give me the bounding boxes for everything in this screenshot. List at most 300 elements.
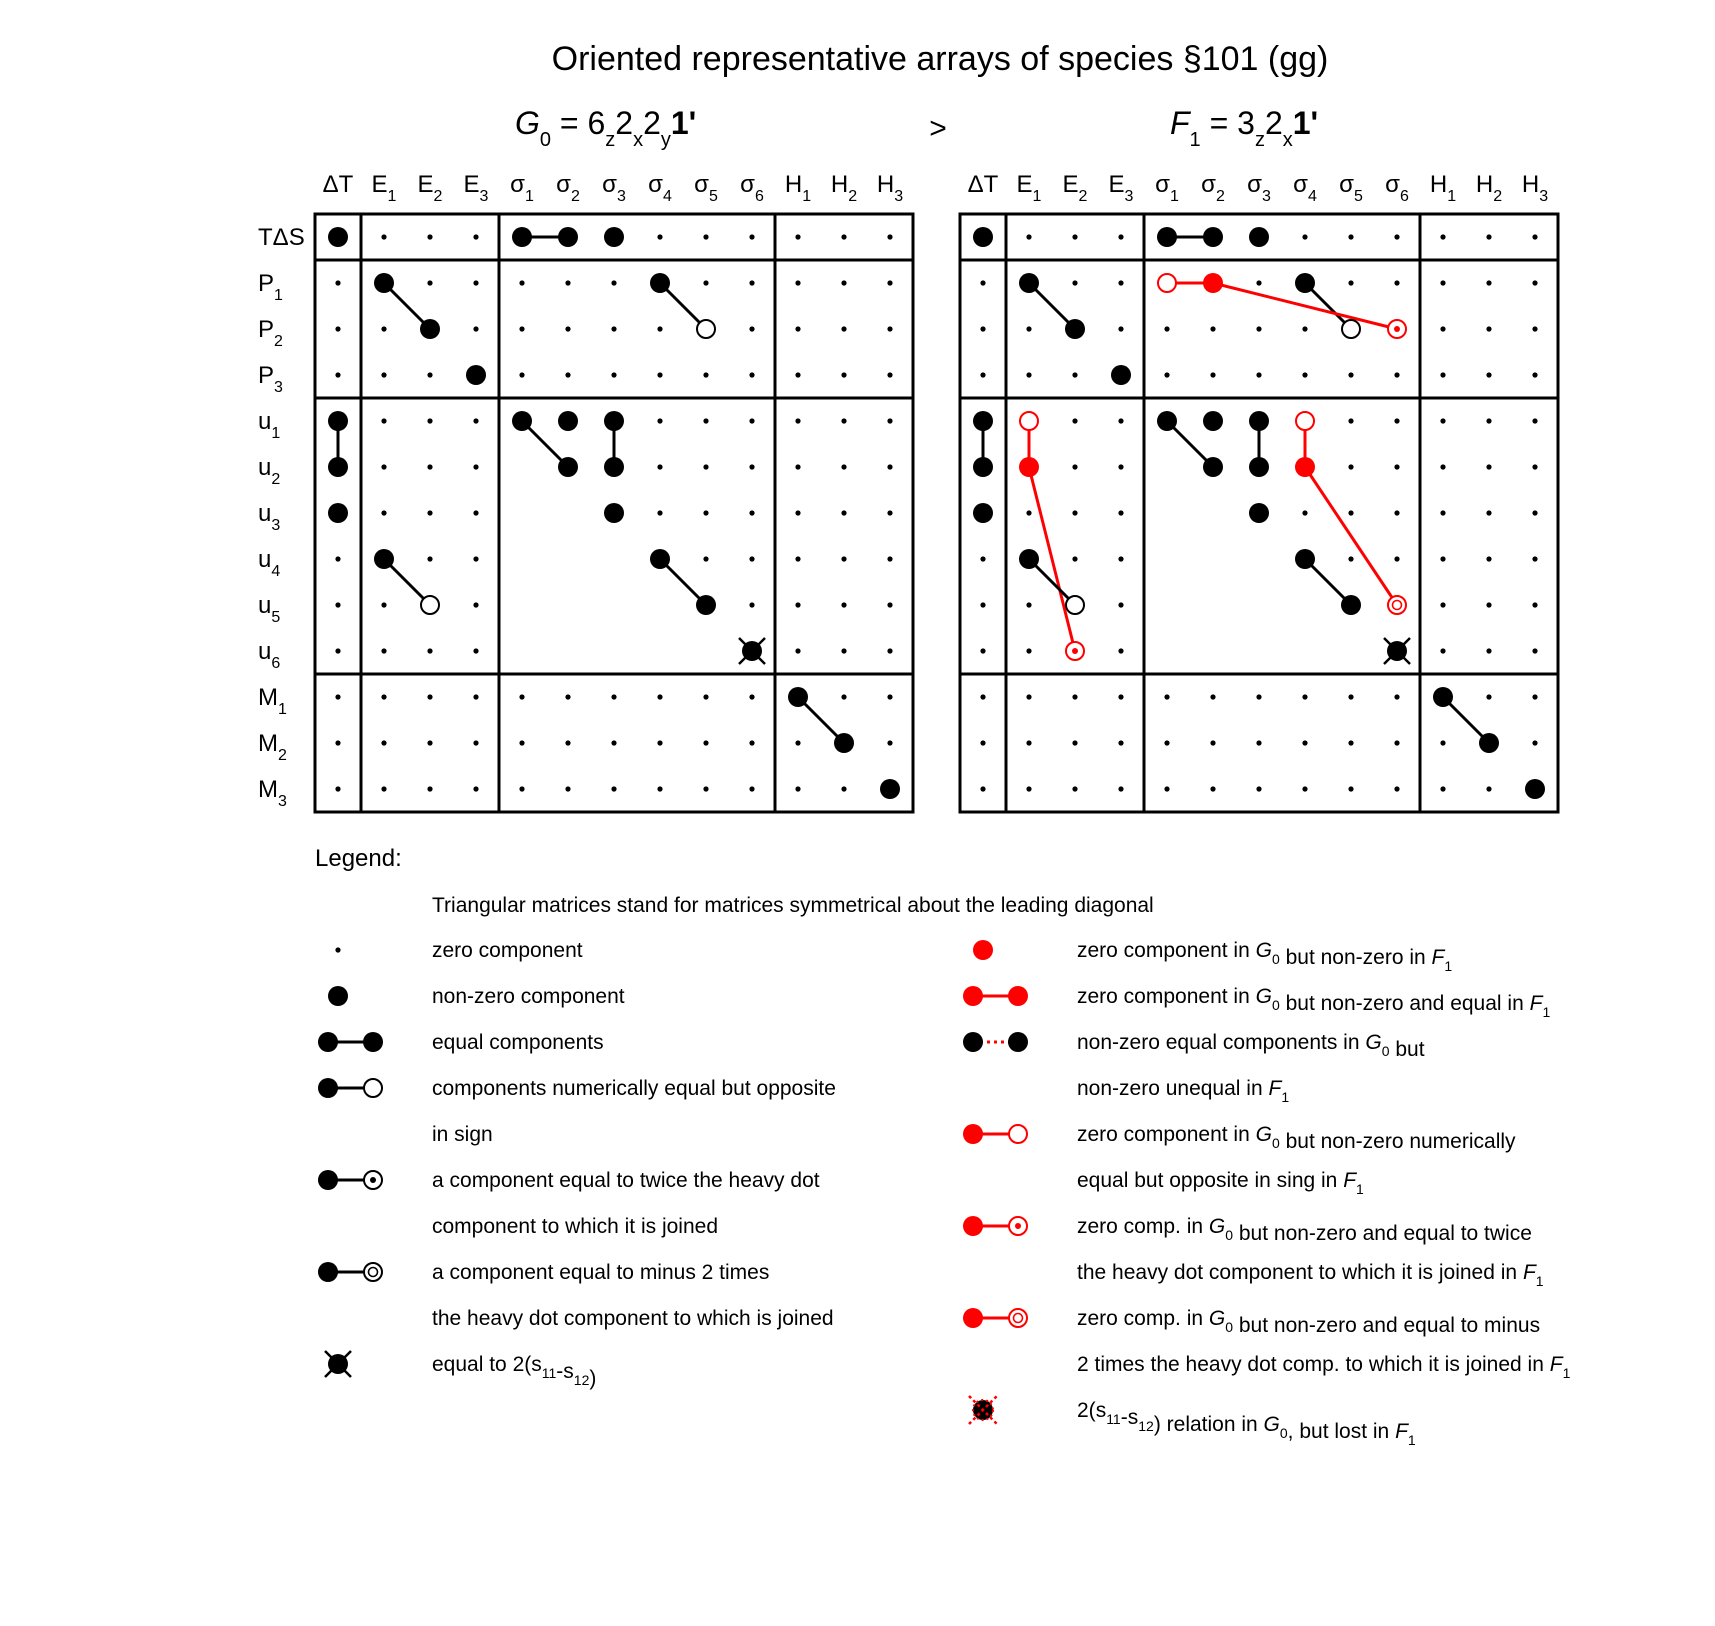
zero-component-dot bbox=[1394, 556, 1399, 561]
zero-component-dot bbox=[1532, 740, 1537, 745]
legend-symbol-filled-doublering bbox=[318, 1262, 382, 1282]
non-zero-component bbox=[1479, 733, 1499, 753]
zero-component-dot bbox=[703, 280, 708, 285]
non-zero-component bbox=[696, 595, 716, 615]
zero-component-dot bbox=[1348, 694, 1353, 699]
zero-component-dot bbox=[1440, 510, 1445, 515]
zero-component-dot bbox=[565, 694, 570, 699]
zero-component-dot bbox=[703, 694, 708, 699]
zero-component-dot bbox=[841, 694, 846, 699]
zero-component-dot bbox=[1118, 280, 1123, 285]
zero-component-dot bbox=[749, 786, 754, 791]
zero-component-dot bbox=[887, 694, 892, 699]
zero-component-dot bbox=[1026, 648, 1031, 653]
zero-component-dot bbox=[749, 280, 754, 285]
zero-component-dot bbox=[427, 280, 432, 285]
zero-component-dot bbox=[887, 418, 892, 423]
zero-component-dot bbox=[1118, 418, 1123, 423]
zero-component-dot bbox=[1394, 234, 1399, 239]
zero-component-dot bbox=[1394, 510, 1399, 515]
non-zero-component bbox=[650, 549, 670, 569]
zero-component-dot bbox=[1256, 786, 1261, 791]
legend-symbol-filled-dotring bbox=[318, 1170, 382, 1190]
non-zero-component bbox=[1111, 365, 1131, 385]
legend-left-column bbox=[318, 939, 836, 1390]
row-label: $u_2$ bbox=[258, 454, 281, 488]
non-zero-component bbox=[558, 411, 578, 431]
links bbox=[338, 237, 844, 743]
zero-component-dot bbox=[335, 326, 340, 331]
zero-component-dot bbox=[887, 602, 892, 607]
zero-component-dot bbox=[427, 694, 432, 699]
column-label: $\sigma_6$ bbox=[1385, 171, 1409, 205]
zero-component-dot bbox=[473, 694, 478, 699]
links bbox=[983, 237, 1489, 743]
zero-component-dot bbox=[1394, 464, 1399, 469]
legend-symbol-red-filled bbox=[973, 940, 993, 960]
zero-component-dot bbox=[887, 648, 892, 653]
zero-component-dot bbox=[841, 372, 846, 377]
zero-component-dot bbox=[335, 372, 340, 377]
legend-text: zero comp. in $G_0$ but non-zero and equal to twice bbox=[1077, 1215, 1532, 1245]
non-zero-component bbox=[1019, 549, 1039, 569]
zero-component-dot bbox=[427, 556, 432, 561]
zero-component-dot bbox=[1302, 234, 1307, 239]
column-label: $E_3$ bbox=[1108, 171, 1134, 205]
zero-component-dot bbox=[335, 602, 340, 607]
non-zero-component bbox=[604, 227, 624, 247]
row-label: $u_1$ bbox=[258, 408, 281, 442]
zero-component-dot bbox=[841, 786, 846, 791]
opposite-sign-component bbox=[697, 320, 715, 338]
legend-item bbox=[963, 985, 1550, 1020]
zero-component-dot bbox=[1164, 372, 1169, 377]
new-nonzero-component bbox=[1295, 457, 1315, 477]
zero-component-dot bbox=[1210, 372, 1215, 377]
zero-component-dot bbox=[1394, 740, 1399, 745]
zero-component-dot bbox=[657, 372, 662, 377]
zero-component-dot bbox=[703, 234, 708, 239]
zero-component-dot bbox=[1256, 372, 1261, 377]
new-opposite-component bbox=[1020, 412, 1038, 430]
zero-component-dot bbox=[1394, 372, 1399, 377]
zero-component-dot bbox=[1164, 786, 1169, 791]
zero-component-dot bbox=[335, 648, 340, 653]
zero-component-dot bbox=[749, 740, 754, 745]
zero-component-dot bbox=[381, 234, 386, 239]
zero-component-dot bbox=[1348, 510, 1353, 515]
column-label: $E_2$ bbox=[417, 171, 443, 205]
zero-component-dot bbox=[980, 372, 985, 377]
zero-component-dot bbox=[1256, 280, 1261, 285]
zero-component-dot bbox=[749, 602, 754, 607]
zero-component-dot bbox=[1210, 786, 1215, 791]
zero-component-dot bbox=[1118, 786, 1123, 791]
legend-text: the heavy dot component to which it is joined in $F_1$ bbox=[1077, 1261, 1544, 1289]
zero-component-dot bbox=[1348, 786, 1353, 791]
zero-component-dot bbox=[473, 510, 478, 515]
zero-component-dot bbox=[519, 740, 524, 745]
zero-component-dot bbox=[1164, 326, 1169, 331]
zero-component-dot bbox=[749, 326, 754, 331]
zero-component-dot bbox=[1348, 234, 1353, 239]
zero-component-dot bbox=[1532, 280, 1537, 285]
zero-component-dot bbox=[980, 694, 985, 699]
column-label: $\sigma_1$ bbox=[510, 171, 534, 205]
zero-component-dot bbox=[795, 648, 800, 653]
legend-symbol-red-cross bbox=[969, 1396, 997, 1424]
zero-component-dot bbox=[1072, 694, 1077, 699]
zero-component-dot bbox=[1440, 602, 1445, 607]
zero-component-dot bbox=[1532, 234, 1537, 239]
zero-component-dot bbox=[1118, 326, 1123, 331]
zero-component-dot bbox=[887, 280, 892, 285]
legend-text: equal to $2(s_{11}-s_{12})$ bbox=[432, 1353, 597, 1390]
zero-component-dot bbox=[381, 418, 386, 423]
zero-component-dot bbox=[1486, 786, 1491, 791]
legend-symbol-red-filled-open bbox=[963, 1124, 1027, 1144]
zero-component-dot bbox=[980, 556, 985, 561]
zero-component-dot bbox=[611, 740, 616, 745]
zero-component-dot bbox=[795, 556, 800, 561]
zero-component-dot bbox=[1440, 786, 1445, 791]
special-cross-component bbox=[1384, 638, 1410, 664]
non-zero-component bbox=[1157, 227, 1177, 247]
legend-item bbox=[318, 1261, 834, 1330]
non-zero-component bbox=[328, 411, 348, 431]
zero-component-dot bbox=[1026, 740, 1031, 745]
zero-component-dot bbox=[473, 280, 478, 285]
zero-component-dot bbox=[980, 648, 985, 653]
zero-component-dot bbox=[1256, 326, 1261, 331]
zero-component-dot bbox=[381, 786, 386, 791]
zero-component-dot bbox=[381, 602, 386, 607]
row-label: $P_2$ bbox=[258, 316, 283, 350]
legend-item bbox=[963, 1307, 1571, 1381]
comparison-symbol: > bbox=[929, 112, 947, 145]
legend-text: component to which it is joined bbox=[432, 1215, 718, 1238]
zero-component-dot bbox=[657, 510, 662, 515]
zero-component-dot bbox=[841, 280, 846, 285]
zero-component-dot bbox=[473, 648, 478, 653]
zero-component-dot bbox=[1532, 326, 1537, 331]
legend-item bbox=[963, 1123, 1516, 1197]
zero-component-dot bbox=[657, 418, 662, 423]
legend-text: zero component in $G_0$ but non-zero in $F_1$ bbox=[1077, 939, 1453, 974]
legend-text: non-zero component bbox=[432, 985, 625, 1008]
row-label: $P_3$ bbox=[258, 362, 283, 396]
column-label: $E_1$ bbox=[1016, 171, 1042, 205]
zero-component-dot bbox=[1440, 234, 1445, 239]
legend-item bbox=[318, 1031, 604, 1054]
zero-component-dot bbox=[1532, 648, 1537, 653]
row-label: $M_3$ bbox=[258, 776, 287, 810]
non-zero-component bbox=[374, 273, 394, 293]
zero-component-dot bbox=[1486, 234, 1491, 239]
non-zero-component bbox=[1525, 779, 1545, 799]
zero-component-dot bbox=[1440, 556, 1445, 561]
zero-component-dot bbox=[427, 648, 432, 653]
zero-component-dot bbox=[1210, 694, 1215, 699]
zero-component-dot bbox=[1302, 510, 1307, 515]
new-nonzero-component bbox=[1019, 457, 1039, 477]
zero-component-dot bbox=[611, 786, 616, 791]
zero-component-dot bbox=[1348, 556, 1353, 561]
non-zero-component bbox=[650, 273, 670, 293]
column-label: $\sigma_3$ bbox=[602, 171, 626, 205]
row-label: $M_2$ bbox=[258, 730, 287, 764]
column-label: ΔT bbox=[322, 171, 354, 198]
legend-text: components numerically equal but opposite bbox=[432, 1077, 836, 1100]
non-zero-component bbox=[420, 319, 440, 339]
zero-component-dot bbox=[1532, 694, 1537, 699]
non-zero-component bbox=[1203, 227, 1223, 247]
legend-heading: Legend: bbox=[315, 845, 402, 872]
zero-component-dot bbox=[1118, 464, 1123, 469]
zero-component-dot bbox=[1440, 740, 1445, 745]
zero-component-dot bbox=[1348, 464, 1353, 469]
zero-component-dot bbox=[335, 694, 340, 699]
zero-component-dot bbox=[1394, 694, 1399, 699]
zero-component-dot bbox=[703, 418, 708, 423]
non-zero-component bbox=[512, 411, 532, 431]
non-zero-component bbox=[788, 687, 808, 707]
column-label: $\sigma_4$ bbox=[1293, 171, 1317, 205]
zero-component-dot bbox=[657, 740, 662, 745]
zero-component-dot bbox=[473, 234, 478, 239]
new-opposite-component bbox=[1158, 274, 1176, 292]
red-link bbox=[1305, 467, 1397, 605]
zero-component-dot bbox=[749, 464, 754, 469]
row-label: $P_1$ bbox=[258, 270, 283, 304]
zero-component-dot bbox=[381, 326, 386, 331]
non-zero-component bbox=[604, 503, 624, 523]
zero-component-dot bbox=[1302, 694, 1307, 699]
legend-note: Triangular matrices stand for matrices symmetrical about the leading diagonal bbox=[432, 894, 1154, 917]
zero-component-dot bbox=[1026, 234, 1031, 239]
zero-component-dot bbox=[980, 326, 985, 331]
zero-component-dot bbox=[795, 326, 800, 331]
zero-component-dot bbox=[657, 694, 662, 699]
zero-component-dot bbox=[749, 510, 754, 515]
zero-component-dot bbox=[1440, 326, 1445, 331]
zero-component-dot bbox=[1440, 280, 1445, 285]
opposite-sign-component bbox=[1342, 320, 1360, 338]
legend-text: zero component in $G_0$ but non-zero numerically bbox=[1077, 1123, 1516, 1153]
zero-component-dot bbox=[703, 510, 708, 515]
non-zero-component bbox=[834, 733, 854, 753]
column-label: $H_3$ bbox=[1521, 171, 1549, 205]
zero-component-dot bbox=[1118, 602, 1123, 607]
legend-symbol-red-filled-filled bbox=[963, 986, 1028, 1006]
special-cross-component bbox=[739, 638, 765, 664]
zero-component-dot bbox=[887, 556, 892, 561]
zero-component-dot bbox=[841, 326, 846, 331]
zero-component-dot bbox=[1394, 418, 1399, 423]
zero-component-dot bbox=[1256, 740, 1261, 745]
new-twice-component bbox=[1066, 642, 1084, 660]
zero-component-dot bbox=[795, 740, 800, 745]
legend-text: a component equal to minus 2 times bbox=[432, 1261, 770, 1284]
zero-component-dot bbox=[1072, 786, 1077, 791]
legend-text: equal but opposite in sing in $F_1$ bbox=[1077, 1169, 1364, 1197]
zero-component-dot bbox=[841, 556, 846, 561]
zero-component-dot bbox=[427, 234, 432, 239]
zero-component-dot bbox=[519, 326, 524, 331]
column-label: $\sigma_4$ bbox=[648, 171, 672, 205]
legend-symbol-cross bbox=[325, 1351, 351, 1377]
legend-text: zero component in $G_0$ but non-zero and equal in $F_1$ bbox=[1077, 985, 1551, 1020]
non-zero-component bbox=[558, 227, 578, 247]
legend-item bbox=[325, 1351, 596, 1390]
legend-item bbox=[963, 1031, 1425, 1105]
row-label: $u_5$ bbox=[258, 592, 281, 626]
legend-text: equal components bbox=[432, 1031, 604, 1054]
non-zero-component bbox=[973, 457, 993, 477]
zero-component-dot bbox=[565, 280, 570, 285]
zero-component-dot bbox=[980, 740, 985, 745]
zero-component-dot bbox=[1348, 280, 1353, 285]
zero-component-dot bbox=[887, 234, 892, 239]
zero-component-dot bbox=[381, 510, 386, 515]
non-zero-component bbox=[604, 411, 624, 431]
non-zero-component bbox=[1295, 549, 1315, 569]
zero-component-dot bbox=[1486, 280, 1491, 285]
column-label: $\sigma_5$ bbox=[1339, 171, 1363, 205]
zero-component-dot bbox=[795, 464, 800, 469]
column-label: $H_1$ bbox=[784, 171, 812, 205]
zero-component-dot bbox=[565, 372, 570, 377]
zero-component-dot bbox=[1440, 648, 1445, 653]
zero-component-dot bbox=[565, 786, 570, 791]
row-label: $u_3$ bbox=[258, 500, 281, 534]
non-zero-component bbox=[880, 779, 900, 799]
column-label: $\sigma_2$ bbox=[556, 171, 580, 205]
zero-component-dot bbox=[1486, 418, 1491, 423]
array-F1 bbox=[960, 171, 1558, 812]
zero-component-dot bbox=[473, 602, 478, 607]
zero-component-dot bbox=[1440, 418, 1445, 423]
zero-component-dot bbox=[1532, 418, 1537, 423]
zero-component-dot bbox=[1302, 372, 1307, 377]
zero-component-dot bbox=[1072, 418, 1077, 423]
zero-component-dot bbox=[473, 464, 478, 469]
zero-component-dot bbox=[749, 418, 754, 423]
zero-component-dot bbox=[1072, 280, 1077, 285]
zero-component-dot bbox=[887, 372, 892, 377]
zero-component-dot bbox=[565, 740, 570, 745]
legend-text: in sign bbox=[432, 1123, 493, 1146]
zero-component-dot bbox=[427, 510, 432, 515]
non-zero-component bbox=[1295, 273, 1315, 293]
column-label: $H_1$ bbox=[1429, 171, 1457, 205]
legend-item bbox=[318, 1077, 836, 1146]
zero-component-dot bbox=[841, 418, 846, 423]
zero-component-dot bbox=[1164, 694, 1169, 699]
zero-component-dot bbox=[381, 648, 386, 653]
zero-component-dot bbox=[980, 786, 985, 791]
svg-text:G0 = 6z2x2y1': $G_0 = 6_z2_x2_y1'$ bbox=[515, 105, 697, 151]
zero-component-dot bbox=[1256, 694, 1261, 699]
zero-component-dot bbox=[1486, 464, 1491, 469]
legend-item bbox=[973, 939, 1452, 974]
zero-component-dot bbox=[1072, 372, 1077, 377]
new-minus-twice-component bbox=[1388, 596, 1406, 614]
zero-component-dot bbox=[611, 280, 616, 285]
zero-component-dot bbox=[795, 786, 800, 791]
legend-text: zero component bbox=[432, 939, 583, 962]
zero-component-dot bbox=[1072, 464, 1077, 469]
zero-component-dot bbox=[1486, 694, 1491, 699]
zero-component-dot bbox=[795, 234, 800, 239]
zero-component-dot bbox=[1348, 418, 1353, 423]
row-label: $M_1$ bbox=[258, 684, 287, 718]
zero-component-dot bbox=[841, 464, 846, 469]
zero-component-dot bbox=[980, 602, 985, 607]
zero-component-dot bbox=[1486, 556, 1491, 561]
column-label: $E_3$ bbox=[463, 171, 489, 205]
zero-component-dot bbox=[749, 372, 754, 377]
non-zero-component bbox=[1157, 411, 1177, 431]
zero-component-dot bbox=[749, 556, 754, 561]
non-zero-component bbox=[512, 227, 532, 247]
diagram-title: Oriented representative arrays of species §101 (gg) bbox=[551, 40, 1329, 78]
zero-component-dot bbox=[611, 326, 616, 331]
zero-component-dot bbox=[473, 740, 478, 745]
zero-component-dot bbox=[1486, 648, 1491, 653]
row-label: $u_4$ bbox=[258, 546, 281, 580]
legend-symbol-red-filled-doublering bbox=[963, 1308, 1027, 1328]
zero-component-dot bbox=[887, 326, 892, 331]
zero-component-dot bbox=[703, 786, 708, 791]
zero-component-dot bbox=[381, 464, 386, 469]
zero-component-dot bbox=[1302, 740, 1307, 745]
legend-text: zero comp. in $G_0$ but non-zero and equal to minus bbox=[1077, 1307, 1541, 1337]
zero-component-dot bbox=[1302, 786, 1307, 791]
non-zero-component bbox=[973, 227, 993, 247]
row-label: TΔS bbox=[258, 224, 305, 251]
zero-component-dot bbox=[473, 326, 478, 331]
zero-component-dot bbox=[703, 464, 708, 469]
zero-component-dot bbox=[1394, 786, 1399, 791]
column-label: $\sigma_1$ bbox=[1155, 171, 1179, 205]
zero-component-dot bbox=[1486, 602, 1491, 607]
zero-component-dot bbox=[1026, 786, 1031, 791]
zero-component-dot bbox=[335, 786, 340, 791]
zero-component-dot bbox=[1348, 740, 1353, 745]
zero-component-dot bbox=[1118, 510, 1123, 515]
zero-component-dot bbox=[611, 372, 616, 377]
zero-component-dot bbox=[519, 786, 524, 791]
array-G0 bbox=[258, 171, 913, 812]
zero-component-dot bbox=[1118, 234, 1123, 239]
non-zero-component bbox=[604, 457, 624, 477]
zero-component-dot bbox=[427, 418, 432, 423]
new-opposite-component bbox=[1296, 412, 1314, 430]
non-zero-component bbox=[1203, 457, 1223, 477]
zero-component-dot bbox=[1026, 326, 1031, 331]
zero-component-dot bbox=[427, 372, 432, 377]
zero-component-dot bbox=[519, 694, 524, 699]
zero-component-dot bbox=[1072, 740, 1077, 745]
non-zero-component bbox=[1249, 503, 1269, 523]
legend-text: $2(s_{11}-s_{12})$ relation in $G_0$, but lost in $F_1$ bbox=[1077, 1399, 1416, 1448]
non-zero-component bbox=[1249, 411, 1269, 431]
legend-item bbox=[335, 939, 582, 962]
zero-component-dot bbox=[335, 280, 340, 285]
zero-component-dot bbox=[841, 648, 846, 653]
zero-component-dot bbox=[565, 326, 570, 331]
